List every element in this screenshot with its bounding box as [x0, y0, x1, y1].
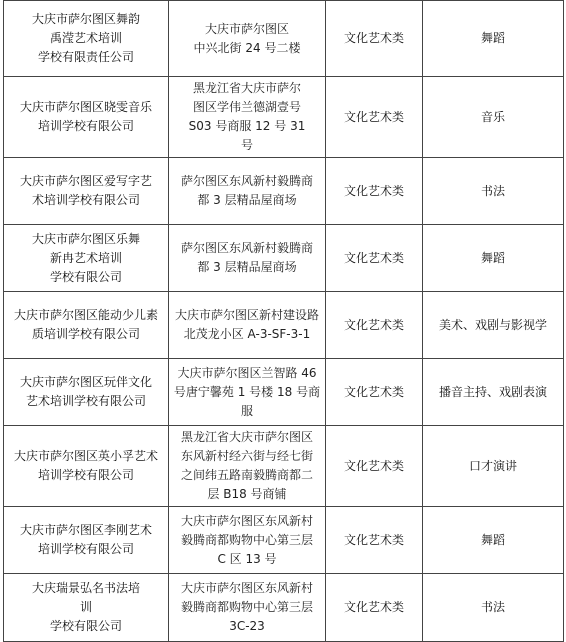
- address-line: 东风新村经六街与经七街: [180, 449, 313, 463]
- address-line: 大庆市萨尔图区新村建设路: [174, 308, 319, 322]
- school-name-cell: [4, 158, 169, 225]
- table-row: [4, 158, 564, 225]
- category-cell: 文化艺术类: [326, 292, 423, 359]
- address-line: 之间纬五路南毅腾商都二: [180, 468, 313, 482]
- category-cell: 文化艺术类: [326, 77, 423, 158]
- school-name-line: 培训学校有限公司: [37, 468, 134, 482]
- school-name-line: 质培训学校有限公司: [31, 327, 140, 341]
- category-cell: 文化艺术类: [326, 1, 423, 77]
- school-name-line: 大庆市萨尔图区英小孚艺术: [13, 449, 158, 463]
- table-row: [4, 225, 564, 292]
- training-item-cell: 美术、戏剧与影视学: [423, 292, 564, 359]
- school-name-cell: [4, 426, 169, 507]
- table-row: [4, 77, 564, 158]
- address-line: 大庆市萨尔图区东风新村: [180, 581, 313, 595]
- category-cell: 文化艺术类: [326, 507, 423, 574]
- school-name-line: 学校有限公司: [49, 619, 122, 633]
- address-cell: [169, 292, 326, 359]
- school-name-line: 大庆瑞景弘名书法培: [31, 581, 140, 595]
- category-cell: 文化艺术类: [326, 574, 423, 642]
- school-name-cell: [4, 359, 169, 426]
- address-line: 中兴北街 24 号二楼: [193, 40, 301, 55]
- address-line: 3C-23: [229, 619, 265, 633]
- school-name-cell: [4, 225, 169, 292]
- school-name-line: 大庆市萨尔图区乐舞: [31, 231, 140, 246]
- address-line: S03 号商服 12 号 31: [188, 119, 306, 133]
- training-item-cell: 播音主持、戏剧表演: [423, 359, 564, 426]
- address-line: C 区 13 号: [217, 551, 277, 566]
- school-name-line: 大庆市萨尔图区舞韵: [31, 12, 140, 26]
- address-cell: [169, 359, 326, 426]
- category-cell: 文化艺术类: [326, 158, 423, 225]
- address-line: 号唐宁馨苑 1 号楼 18 号商: [173, 384, 321, 399]
- address-line: 萨尔图区东风新村毅腾商: [180, 174, 313, 188]
- address-line: 号: [240, 138, 253, 152]
- address-line: 图区学伟兰德湖壹号: [192, 100, 301, 114]
- school-name-cell: [4, 1, 169, 77]
- address-line: 毅腾商都购物中心第三层: [180, 532, 313, 547]
- address-line: 大庆市萨尔图区东风新村: [180, 513, 313, 528]
- school-name-cell: [4, 292, 169, 359]
- school-name-line: 学校有限公司: [49, 269, 122, 284]
- address-line: 都 3 层精品屋商场: [197, 193, 297, 207]
- address-line: 黑龙江省大庆市萨尔: [192, 81, 301, 95]
- address-line: 黑龙江省大庆市萨尔图区: [180, 430, 313, 444]
- address-line: 毅腾商都购物中心第三层: [180, 600, 313, 614]
- school-name-cell: [4, 574, 169, 642]
- address-line: 服: [240, 403, 253, 418]
- training-item-cell: 舞蹈: [423, 1, 564, 77]
- address-line: 大庆市萨尔图区: [204, 21, 289, 36]
- training-item-cell: 口才演讲: [423, 426, 564, 507]
- category-cell: 文化艺术类: [326, 426, 423, 507]
- school-name-cell: [4, 507, 169, 574]
- school-name-line: 新冉艺术培训: [49, 250, 122, 265]
- table-row: [4, 359, 564, 426]
- table-row: [4, 507, 564, 574]
- training-item-cell: 音乐: [423, 77, 564, 158]
- school-name-line: 大庆市萨尔图区爱写字艺: [19, 174, 152, 188]
- address-cell: [169, 507, 326, 574]
- address-line: 大庆市萨尔图区兰智路 46: [177, 365, 317, 380]
- school-name-line: 培训学校有限公司: [37, 119, 134, 133]
- address-line: 都 3 层精品屋商场: [197, 260, 297, 274]
- training-item-cell: 舞蹈: [423, 507, 564, 574]
- table-row: [4, 574, 564, 642]
- category-cell: 文化艺术类: [326, 225, 423, 292]
- address-cell: [169, 77, 326, 158]
- address-line: 层 B18 号商铺: [207, 487, 287, 501]
- training-item-cell: 舞蹈: [423, 225, 564, 292]
- school-name-cell: [4, 77, 169, 158]
- table-row: [4, 1, 564, 77]
- table-row: [4, 292, 564, 359]
- training-item-cell: 书法: [423, 158, 564, 225]
- school-table: [3, 0, 564, 642]
- school-name-line: 禹滢艺术培训: [49, 31, 122, 45]
- school-name-line: 训: [79, 600, 92, 614]
- school-name-line: 培训学校有限公司: [37, 542, 134, 556]
- address-cell: [169, 158, 326, 225]
- training-item-cell: 书法: [423, 574, 564, 642]
- school-name-line: 学校有限责任公司: [37, 50, 134, 64]
- address-cell: [169, 225, 326, 292]
- address-cell: [169, 574, 326, 642]
- school-name-line: 大庆市萨尔图区李刚艺术: [19, 523, 152, 537]
- school-name-line: 术培训学校有限公司: [31, 193, 140, 207]
- school-name-line: 大庆市萨尔图区能动少儿素: [13, 308, 158, 322]
- address-line: 萨尔图区东风新村毅腾商: [180, 241, 313, 255]
- school-name-line: 大庆市萨尔图区玩伴文化: [19, 375, 152, 389]
- table-row: [4, 426, 564, 507]
- address-cell: [169, 1, 326, 77]
- school-name-line: 大庆市萨尔图区晓雯音乐: [19, 100, 152, 114]
- address-line: 北茂龙小区 A-3-SF-3-1: [183, 327, 311, 341]
- category-cell: 文化艺术类: [326, 359, 423, 426]
- school-name-line: 艺术培训学校有限公司: [25, 394, 146, 408]
- address-cell: [169, 426, 326, 507]
